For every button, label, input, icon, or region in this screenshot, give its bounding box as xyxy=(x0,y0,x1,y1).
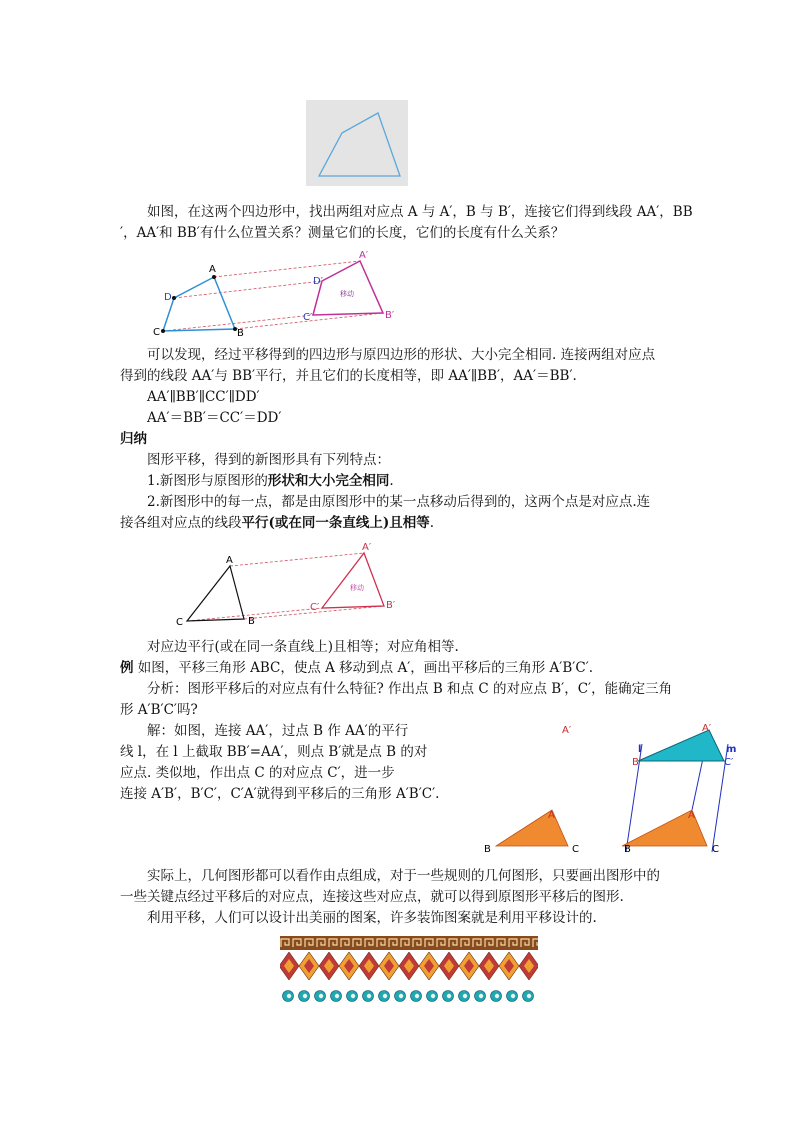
label-c: C xyxy=(153,327,160,338)
label-b: B xyxy=(248,616,255,627)
wave-inner-mark xyxy=(415,994,419,998)
dd-dashed-line xyxy=(174,281,322,298)
label-a-prime: A′ xyxy=(702,723,712,734)
label-b: B xyxy=(237,328,244,339)
example-solution-figure xyxy=(622,718,742,858)
label-a-prime: A′ xyxy=(359,250,369,261)
triangle-translation-figure xyxy=(172,538,412,630)
label-a-prime: A′ xyxy=(562,725,572,736)
label-d: D xyxy=(164,292,172,303)
label-c-prime: C′ xyxy=(310,602,320,613)
summary-intro: 图形平移，得到的新图形具有下列特点： xyxy=(147,452,390,468)
paragraph-4-line-1: 实际上，几何图形都可以看作由点组成，对于一些规则的几何图形，只要画出图形中的 xyxy=(147,868,660,884)
label-c-prime: C′ xyxy=(724,757,734,768)
wave-inner-mark xyxy=(319,994,323,998)
paragraph-3: 对应边平行(或在同一条直线上)且相等；对应角相等. xyxy=(147,639,459,655)
solution-line-3: 应点. 类似地，作出点 C 的对应点 C′，进一步 xyxy=(120,765,395,781)
paragraph-1-line-1: 如图，在这两个四边形中，找出两组对应点 A 与 A′，B 与 B′，连接它们得到线段 AA′，BB xyxy=(147,204,693,220)
label-c-prime: C′ xyxy=(303,312,313,323)
triangle-a2b2c2 xyxy=(322,553,384,608)
wave-pattern xyxy=(280,990,538,1002)
wave-inner-mark xyxy=(479,994,483,998)
example-original-triangle-figure xyxy=(480,718,590,858)
summary-item-2-line-1: 2.新图形中的每一点，都是由原图形中的某一点移动后得到的，这两个点是对应点.连 xyxy=(147,494,651,510)
aa-dashed-line xyxy=(230,553,364,566)
move-label: 移动 xyxy=(340,290,354,298)
paragraph-1-line-2: ′，AA′和 BB′有什么位置关系？测量它们的长度，它们的长度有什么关系？ xyxy=(120,225,565,241)
label-a: A xyxy=(209,264,216,275)
greek-key-border xyxy=(280,936,538,950)
move-label: 移动 xyxy=(350,584,364,592)
wave-inner-mark xyxy=(351,994,355,998)
wave-inner-mark xyxy=(463,994,467,998)
label-a-prime: A′ xyxy=(362,542,372,553)
label-d-prime: D′ xyxy=(313,276,323,287)
wave-inner-mark xyxy=(335,994,339,998)
summary-item-1: 1.新图形与原图形的形状和大小完全相同. xyxy=(147,473,394,489)
paragraph-2-line-1: 可以发现，经过平移得到的四边形与原四边形的形状、大小完全相同. 连接两组对应点 xyxy=(147,347,656,363)
summary-item-2-line-2: 接各组对应点的线段平行(或在同一条直线上)且相等. xyxy=(120,515,435,531)
label-m: m xyxy=(726,744,737,755)
parallel-chain: AA′∥BB′∥CC′∥DD′ xyxy=(147,389,260,405)
label-c: C xyxy=(712,844,719,855)
label-c: C xyxy=(176,617,183,628)
solution-line-1: 解：如图，连接 AA′，过点 B 作 AA′的平行 xyxy=(147,723,409,739)
wave-inner-mark xyxy=(383,994,387,998)
solution-line-4: 连接 A′B′，B′C′，C′A′就得到平移后的三角形 A′B′C′. xyxy=(120,786,440,802)
label-b-prime: B′ xyxy=(386,600,396,611)
summary-title: 归纳 xyxy=(120,431,147,447)
label-l: l xyxy=(638,744,642,755)
wave-inner-mark xyxy=(367,994,371,998)
paragraph-2-line-2: 得到的线段 AA′与 BB′平行，并且它们的长度相等，即 AA′∥BB′，AA′＝BB′. xyxy=(120,368,577,384)
equal-chain: AA′＝BB′＝CC′＝DD′ xyxy=(147,410,282,426)
analysis-line-1: 分析：图形平移后的对应点有什么特征? 作出点 B 和点 C 的对应点 B′，C′，能确定三角 xyxy=(147,681,673,697)
label-b: B xyxy=(624,844,631,855)
paragraph-4-line-3: 利用平移，人们可以设计出美丽的图案，许多装饰图案就是利用平移设计的. xyxy=(147,910,597,926)
label-a: A xyxy=(226,555,233,566)
wave-inner-mark xyxy=(399,994,403,998)
wave-inner-mark xyxy=(303,994,307,998)
triangle-abc xyxy=(187,566,244,621)
solution-line-2: 线 l，在 l 上截取 BB′=AA′，则点 B′就是点 B 的对 xyxy=(120,744,428,760)
quadrilateral-a2b2c2d2 xyxy=(313,261,383,315)
label-b-prime: B′ xyxy=(632,757,642,768)
diamond-pattern xyxy=(280,952,538,980)
wave-inner-mark xyxy=(511,994,515,998)
analysis-line-2: 形 A′B′C′吗? xyxy=(120,702,198,718)
quadrilateral-figure xyxy=(306,100,408,186)
wave-inner-mark xyxy=(495,994,499,998)
label-b-prime: B′ xyxy=(385,310,395,321)
aa-dashed-line xyxy=(214,261,360,277)
quadrilateral-shape xyxy=(306,100,408,186)
label-c: C xyxy=(572,844,579,855)
quadrilateral-abcd xyxy=(163,277,235,331)
wave-inner-mark xyxy=(287,994,291,998)
example-line: 例 如图，平移三角形 ABC，使点 A 移动到点 A′，画出平移后的三角形 A′B′C′. xyxy=(120,660,594,676)
wave-inner-mark xyxy=(527,994,531,998)
wave-inner-mark xyxy=(431,994,435,998)
triangle-a2b2c2 xyxy=(638,730,724,761)
wave-inner-mark xyxy=(447,994,451,998)
label-a: A xyxy=(548,810,555,821)
quadrilateral-translation-figure xyxy=(150,248,410,340)
paragraph-4-line-2: 一些关键点经过平移后的对应点，连接这些对应点，就可以得到原图形平移后的图形. xyxy=(120,889,624,905)
label-a: A xyxy=(688,810,695,821)
label-b: B xyxy=(484,844,491,855)
triangle-abc xyxy=(496,810,568,846)
